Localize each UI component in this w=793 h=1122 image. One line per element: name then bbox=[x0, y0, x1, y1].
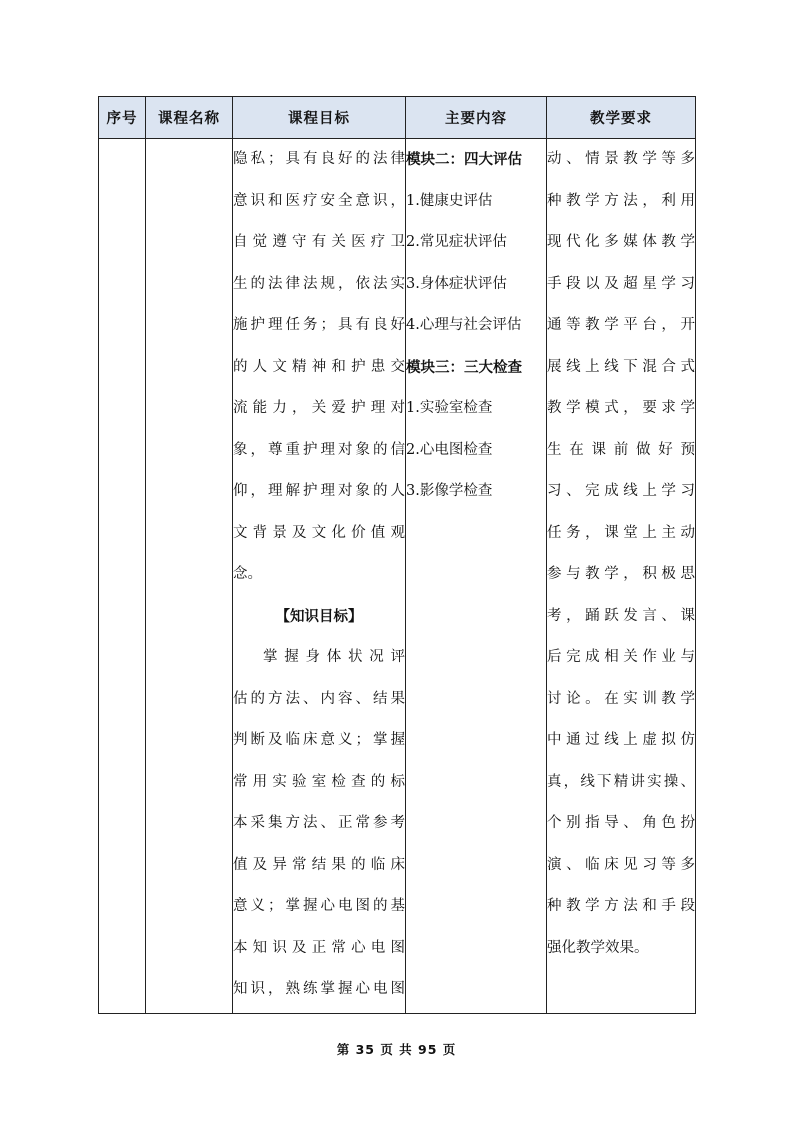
requirement-line: 展线上线下混合式 bbox=[547, 358, 695, 375]
requirement-line: 教学模式，要求学 bbox=[547, 400, 695, 416]
course-table bbox=[98, 96, 696, 1014]
goal-line: 念。 bbox=[233, 566, 262, 582]
header-teaching-requirement: 教学要求 bbox=[547, 97, 696, 139]
content-item: 2.常见症状评估 bbox=[406, 234, 507, 250]
requirement-line: 讨论。在实训教学 bbox=[547, 690, 695, 707]
requirement-line: 手段以及超星学习 bbox=[547, 275, 695, 292]
goal-line: 施护理任务；具有良好 bbox=[233, 317, 405, 333]
knowledge-line: 常用实验室检查的标 bbox=[233, 773, 405, 790]
requirement-line: 种教学方法，利用 bbox=[547, 192, 695, 209]
goal-line: 自觉遵守有关医疗卫 bbox=[233, 234, 405, 250]
table-header-row bbox=[99, 97, 696, 139]
requirement-line: 中通过线上虚拟仿 bbox=[547, 732, 695, 748]
knowledge-line: 值及异常结果的临床 bbox=[233, 856, 405, 873]
header-main-content: 主要内容 bbox=[406, 97, 547, 139]
knowledge-line: 掌握身体状况评 bbox=[263, 649, 405, 665]
goal-line: 文背景及文化价值观 bbox=[233, 524, 405, 541]
knowledge-line: 知识，熟练掌握心电图 bbox=[233, 981, 405, 997]
cell-teaching-requirement bbox=[547, 139, 696, 1014]
requirement-line: 真，线下精讲实操、 bbox=[547, 773, 695, 790]
requirement-line: 任务，课堂上主动 bbox=[547, 524, 695, 541]
header-course-name: 课程名称 bbox=[146, 97, 233, 139]
knowledge-goal-text bbox=[233, 637, 405, 1011]
requirement-line: 生在课前做好预 bbox=[547, 441, 695, 458]
requirement-line: 种教学方法和手段 bbox=[547, 898, 695, 914]
content-item: 3.身体症状评估 bbox=[406, 275, 507, 292]
page-footer: 第 35 页 共 95 页 bbox=[336, 1042, 457, 1057]
goal-line: 象，尊重护理对象的信 bbox=[233, 441, 405, 458]
content-item: 1.健康史评估 bbox=[406, 192, 493, 209]
goal-line: 流能力，关爱护理对 bbox=[233, 400, 405, 416]
requirement-line: 演、临床见习等多 bbox=[547, 856, 695, 873]
content-item: 4.心理与社会评估 bbox=[406, 317, 522, 333]
content-list bbox=[406, 139, 546, 513]
module-heading: 模块三：三大检查 bbox=[406, 358, 522, 376]
requirement-line: 通等教学平台，开 bbox=[547, 317, 695, 333]
cell-main-content bbox=[406, 139, 547, 1014]
requirement-line: 后完成相关作业与 bbox=[547, 649, 695, 665]
knowledge-line: 本知识及正常心电图 bbox=[233, 939, 405, 956]
requirement-line: 习、完成线上学习 bbox=[547, 483, 695, 499]
module-heading: 模块二：四大评估 bbox=[406, 151, 522, 168]
content-item: 2.心电图检查 bbox=[406, 441, 493, 458]
goal-text bbox=[233, 139, 405, 596]
knowledge-line: 估的方法、内容、结果 bbox=[233, 690, 405, 707]
requirement-line: 动、情景教学等多 bbox=[547, 151, 695, 167]
cell-course-name bbox=[146, 139, 233, 1014]
knowledge-line: 意义；掌握心电图的基 bbox=[233, 898, 405, 914]
header-index: 序号 bbox=[99, 97, 146, 139]
goal-line: 的人文精神和护患交 bbox=[233, 358, 405, 375]
requirement-line: 现代化多媒体教学 bbox=[547, 234, 695, 250]
table-row bbox=[99, 139, 696, 1014]
requirement-line: 考，踊跃发言、课 bbox=[547, 607, 695, 624]
requirement-text bbox=[547, 139, 695, 969]
goal-line: 意识和医疗安全意识， bbox=[233, 192, 405, 209]
content-item: 1.实验室检查 bbox=[406, 400, 493, 416]
knowledge-goal-heading: 【知识目标】 bbox=[275, 607, 363, 625]
knowledge-line: 本采集方法、正常参考 bbox=[233, 815, 405, 831]
requirement-line: 个别指导、角色扮 bbox=[547, 815, 695, 831]
requirement-line: 参与教学，积极思 bbox=[547, 566, 695, 582]
header-course-goal: 课程目标 bbox=[233, 97, 406, 139]
content-item: 3.影像学检查 bbox=[406, 483, 493, 499]
cell-course-goal bbox=[233, 139, 406, 1014]
goal-line: 隐私；具有良好的法律 bbox=[233, 151, 405, 167]
goal-line: 仰，理解护理对象的人 bbox=[233, 483, 405, 499]
requirement-line: 强化教学效果。 bbox=[547, 939, 649, 956]
cell-index bbox=[99, 139, 146, 1014]
knowledge-line: 判断及临床意义；掌握 bbox=[233, 732, 405, 748]
goal-line: 生的法律法规，依法实 bbox=[233, 275, 405, 292]
